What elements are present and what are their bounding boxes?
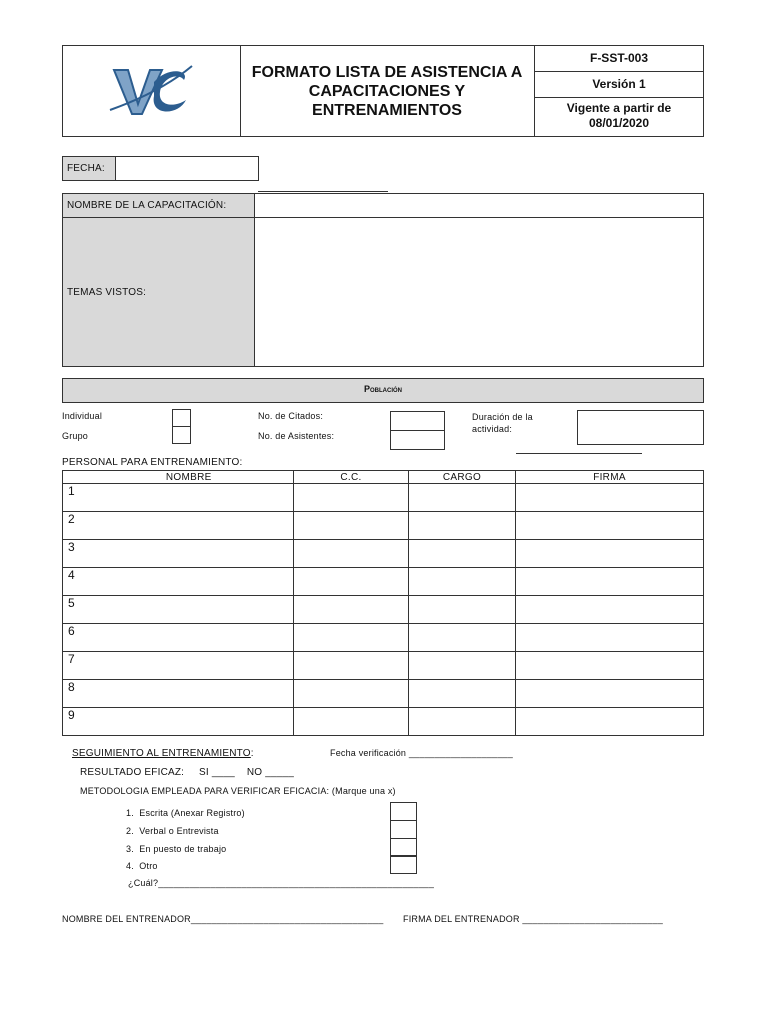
row-number: 5 [63, 596, 85, 624]
table-row [63, 540, 704, 568]
date-field[interactable] [115, 156, 259, 181]
duration-label: Duración de la actividad: [472, 412, 533, 434]
role-cell[interactable] [409, 652, 516, 680]
attendance-table [62, 470, 704, 736]
col-role-header: CARGO [409, 471, 516, 484]
signature-cell[interactable] [516, 680, 704, 708]
signature-cell[interactable] [516, 568, 704, 596]
individual-checkbox[interactable] [172, 409, 191, 427]
table-row [63, 568, 704, 596]
name-cell[interactable] [85, 540, 294, 568]
row-number: 6 [63, 624, 85, 652]
table-header-row [63, 471, 704, 484]
name-cell[interactable] [85, 680, 294, 708]
cc-cell[interactable] [294, 568, 409, 596]
signature-cell[interactable] [516, 624, 704, 652]
name-cell[interactable] [85, 568, 294, 596]
row-number: 2 [63, 512, 85, 540]
role-cell[interactable] [409, 484, 516, 512]
trainer-name: NOMBRE DEL ENTRENADOR_____________________________________ [62, 914, 384, 924]
training-name-field[interactable] [254, 193, 704, 218]
group-checkbox[interactable] [172, 426, 191, 444]
company-logo [108, 60, 194, 124]
staff-title: PERSONAL PARA ENTRENAMIENTO: [62, 457, 243, 468]
header-divider [534, 71, 704, 72]
duration-field[interactable] [577, 410, 704, 445]
role-cell[interactable] [409, 624, 516, 652]
name-cell[interactable] [85, 596, 294, 624]
topics-label: TEMAS VISTOS: [67, 287, 147, 298]
method-checkbox-1[interactable] [390, 802, 417, 821]
role-cell[interactable] [409, 512, 516, 540]
result-effective: RESULTADO EFICAZ: SI ____ NO _____ [80, 767, 295, 778]
attendees-label: No. de Asistentes: [258, 431, 335, 441]
trainer-signature: FIRMA DEL ENTRENADOR ___________________________ [403, 914, 663, 924]
signature-cell[interactable] [516, 652, 704, 680]
verification-date: Fecha verificación ____________________ [330, 748, 513, 758]
group-label: Grupo [62, 431, 89, 441]
cc-cell[interactable] [294, 596, 409, 624]
cited-label: No. de Citados: [258, 411, 324, 421]
separator-line [258, 191, 388, 192]
col-signature-header: FIRMA [516, 471, 704, 484]
row-number: 7 [63, 652, 85, 680]
cc-cell[interactable] [294, 652, 409, 680]
followup-colon: : [250, 748, 254, 759]
cc-cell[interactable] [294, 708, 409, 736]
role-cell[interactable] [409, 540, 516, 568]
signature-cell[interactable] [516, 708, 704, 736]
date-label: FECHA: [67, 163, 105, 174]
individual-label: Individual [62, 411, 103, 421]
attendees-field[interactable] [390, 430, 445, 450]
role-cell[interactable] [409, 596, 516, 624]
table-row [63, 708, 704, 736]
row-number: 3 [63, 540, 85, 568]
table-row [63, 680, 704, 708]
signature-cell[interactable] [516, 512, 704, 540]
cited-field[interactable] [390, 411, 445, 431]
role-cell[interactable] [409, 708, 516, 736]
row-number: 8 [63, 680, 85, 708]
row-number: 9 [63, 708, 85, 736]
col-name-header: NOMBRE [85, 471, 294, 484]
signature-cell[interactable] [516, 596, 704, 624]
method-option-1: 1. Escrita (Anexar Registro) [126, 808, 245, 818]
col-number-header [63, 471, 85, 484]
signature-cell[interactable] [516, 540, 704, 568]
table-row [63, 512, 704, 540]
table-row [63, 596, 704, 624]
row-number: 4 [63, 568, 85, 596]
method-checkbox-2[interactable] [390, 820, 417, 839]
name-cell[interactable] [85, 512, 294, 540]
document-code: F-SST-003 [589, 51, 649, 65]
separator-line [516, 453, 642, 454]
role-cell[interactable] [409, 568, 516, 596]
which-other: ¿Cuál?_____________________________________________________ [128, 878, 435, 888]
table-row [63, 652, 704, 680]
table-row [63, 484, 704, 512]
document-valid-from: Vigente a partir de 08/01/2020 [566, 101, 672, 130]
row-number: 1 [63, 484, 85, 512]
table-row [63, 624, 704, 652]
name-cell[interactable] [85, 624, 294, 652]
training-name-label: NOMBRE DE LA CAPACITACIÓN: [67, 200, 227, 211]
cc-cell[interactable] [294, 624, 409, 652]
followup-title: SEGUIMIENTO AL ENTRENAMIENTO [72, 748, 251, 759]
name-cell[interactable] [85, 484, 294, 512]
population-title: Población [363, 384, 402, 394]
col-cc-header: C.C. [294, 471, 409, 484]
cc-cell[interactable] [294, 680, 409, 708]
topics-field[interactable] [254, 217, 704, 367]
method-label: METODOLOGIA EMPLEADA PARA VERIFICAR EFICACIA: (Marque una x) [80, 786, 396, 796]
cc-cell[interactable] [294, 512, 409, 540]
role-cell[interactable] [409, 680, 516, 708]
cc-cell[interactable] [294, 540, 409, 568]
name-cell[interactable] [85, 708, 294, 736]
method-option-4: 4. Otro [126, 861, 158, 871]
document-title: FORMATO LISTA DE ASISTENCIA A CAPACITACIONES Y ENTRENAMIENTOS [251, 64, 523, 119]
method-option-3: 3. En puesto de trabajo [126, 844, 227, 854]
cc-cell[interactable] [294, 484, 409, 512]
header-divider [240, 45, 241, 137]
signature-cell[interactable] [516, 484, 704, 512]
method-checkbox-4[interactable] [390, 855, 417, 874]
header-divider [534, 97, 704, 98]
method-option-2: 2. Verbal o Entrevista [126, 826, 219, 836]
name-cell[interactable] [85, 652, 294, 680]
document-version: Versión 1 [592, 77, 646, 91]
followup-heading [72, 748, 254, 759]
